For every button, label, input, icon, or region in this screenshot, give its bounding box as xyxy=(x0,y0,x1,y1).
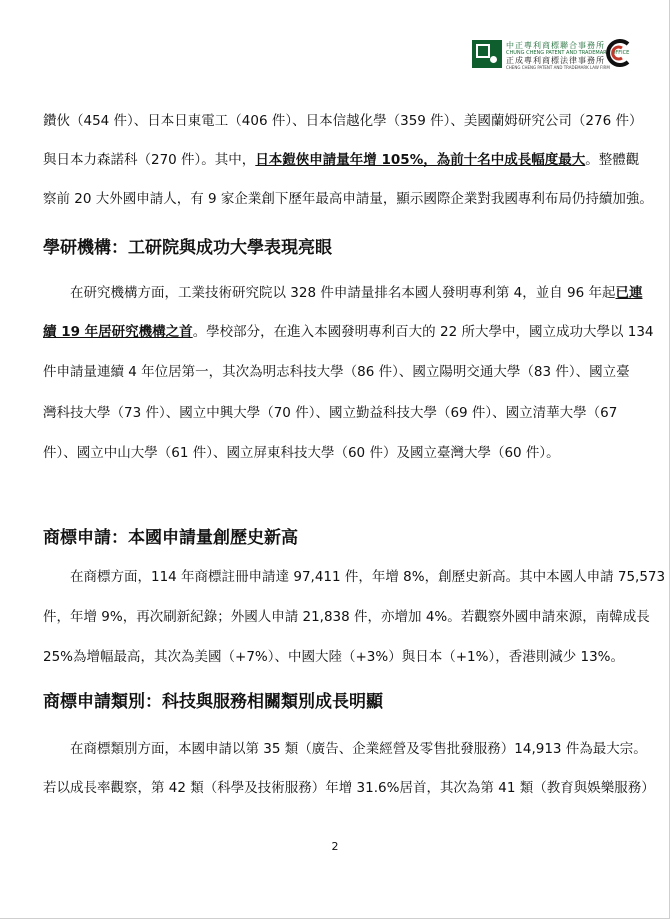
p2-line1-a: 在研究機構方面，工業技術研究院以 328 件申請量排名本國人發明專利第 4，並自 96 年起 xyxy=(70,285,616,301)
p4-line2: 若以成長率觀察，第 42 類（科學及技術服務）年增 31.6%居首，其次為第 41 類（教育與娛樂服務） xyxy=(43,780,655,796)
p1-line1: 鑽伙（454 件）、日本日東電工（406 件）、日本信越化學（359 件）、美國蘭姆研究公司（276 件） xyxy=(43,113,643,129)
p1-line3: 察前 20 大外國申請人，有 9 家企業創下歷年最高申請量，顯示國際企業對我國專利布局仍持續加強。 xyxy=(43,191,653,207)
page-number: 2 xyxy=(331,840,339,853)
p2-line2 xyxy=(43,323,654,341)
logo-line1: 中正專利商標聯合事務所 xyxy=(506,41,605,50)
p2-line3: 件申請量連續 4 年位居第一，其次為明志科技大學（86 件）、國立陽明交通大學（83 件）、國立臺 xyxy=(43,364,630,380)
logo-mark-icon xyxy=(472,40,502,68)
p3-line1: 在商標方面，114 年商標註冊申請達 97,411 件，年增 8%，創歷史新高。其中本國人申請 75,573 xyxy=(70,569,666,585)
p2-line2-b: 。學校部分，在進入本國發明專利百大的 22 所大學中，國立成功大學以 134 xyxy=(192,324,654,340)
firm-logo xyxy=(472,40,632,68)
logo-line1-sub: CHUNG CHENG PATENT AND TRADEMARK OFFICE xyxy=(506,50,630,56)
logo-swoosh-icon xyxy=(602,38,632,68)
p1-line2-emphasis: 日本鎧俠申請量年增 105%，為前十名中成長幅度最大 xyxy=(255,152,586,168)
p3-line2: 件，年增 9%，再次刷新紀錄；外國人申請 21,838 件，亦增加 4%。若觀察外國申請來源，南韓成長 xyxy=(43,609,650,625)
p3-line3: 25%為增幅最高，其次為美國（+7%）、中國大陸（+3%）與日本（+1%），香港則減少 13%。 xyxy=(43,649,624,665)
heading-trademark-class: 商標申請類別：科技與服務相關類別成長明顯 xyxy=(43,692,383,712)
p1-line2 xyxy=(43,151,640,169)
heading-trademark: 商標申請：本國申請量創歷史新高 xyxy=(43,528,298,548)
p2-line4: 灣科技大學（73 件）、國立中興大學（70 件）、國立勤益科技大學（69 件）、國立清華大學（67 xyxy=(43,405,618,421)
p2-line1 xyxy=(70,284,643,302)
p1-line2-c: 。整體觀 xyxy=(585,152,640,168)
logo-line2: 正成專利商標法律事務所 xyxy=(506,56,605,65)
p1-line2-a: 與日本力森諾科（270 件）。其中， xyxy=(43,152,256,168)
p2-line2-emphasis: 續 19 年居研究機構之首 xyxy=(43,324,193,340)
p2-line5: 件）、國立中山大學（61 件）、國立屏東科技大學（60 件）及國立臺灣大學（60 件）。 xyxy=(43,445,560,461)
p2-line1-emphasis: 已連 xyxy=(615,285,643,301)
logo-line2-sub: CHENG CHENG PATENT AND TRADEMARK LAW FIRM xyxy=(506,65,610,70)
heading-research: 學研機構：工研院與成功大學表現亮眼 xyxy=(43,238,332,258)
p4-line1: 在商標類別方面，本國申請以第 35 類（廣告、企業經營及零售批發服務）14,913 件為最大宗。 xyxy=(70,741,647,757)
